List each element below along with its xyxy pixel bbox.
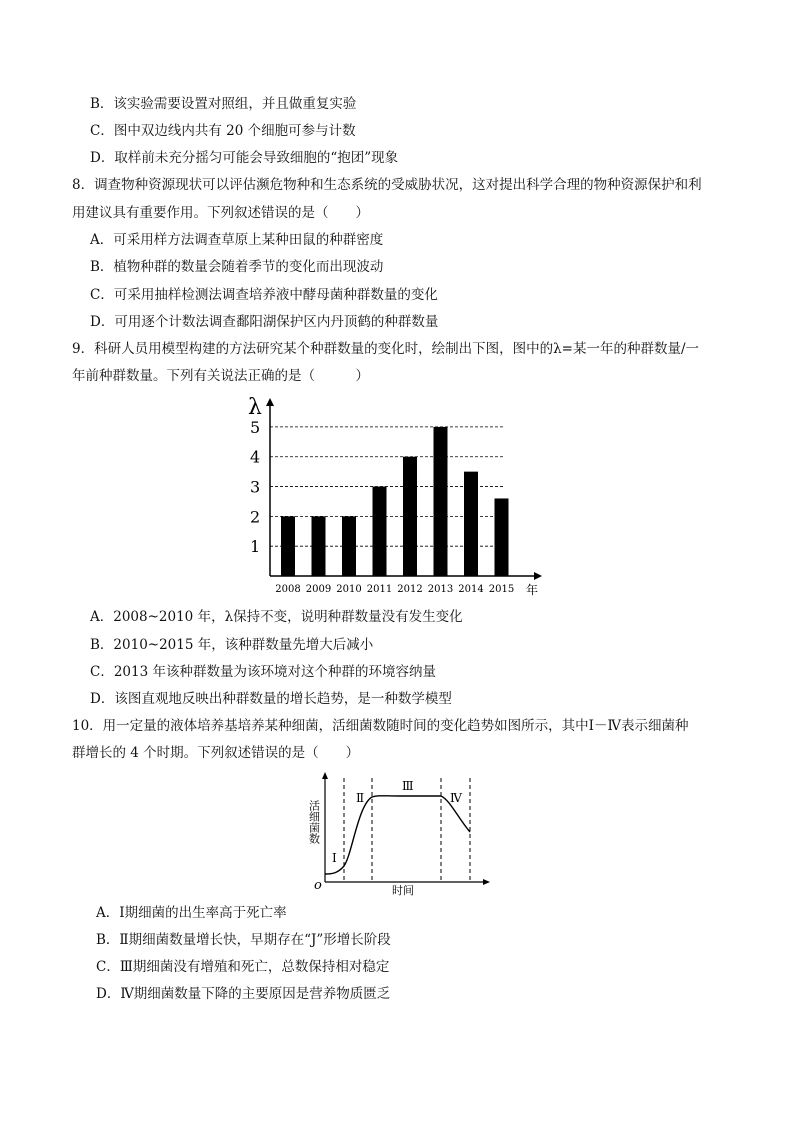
q10-option-a: A．Ⅰ期细菌的出生率高于死亡率	[96, 905, 287, 921]
phase-label-2: Ⅱ	[356, 791, 365, 805]
chart1-x-tick-label: 2010	[336, 584, 362, 595]
chart1-bar	[464, 472, 478, 576]
phase-label-1: Ⅰ	[332, 851, 337, 865]
chart1-x-tick-label: 2011	[366, 584, 393, 595]
chart2-y-axis-label	[308, 800, 321, 845]
chart1-bar	[403, 457, 417, 576]
q8-option-a: A．可采用样方法调查草原上某种田鼠的种群密度	[90, 232, 384, 248]
q10-stem-line2: 群增长的 4 个时期。下列叙述错误的是（ ）	[72, 745, 360, 761]
chart1-y-tick-label: 1	[250, 537, 261, 557]
chart1-bar	[373, 487, 387, 576]
q8-option-c: C．可采用抽样检测法调查培养液中酵母菌种群数量的变化	[90, 287, 438, 303]
q10-stem-line1: 10．用一定量的液体培养基培养某种细菌，活细菌数随时间的变化趋势如图所示，其中Ⅰ－Ⅳ表示细菌种	[72, 718, 689, 734]
chart1-x-axis-label: 年	[526, 583, 539, 597]
q8-option-b: B．植物种群的数量会随着季节的变化而出现波动	[90, 259, 384, 275]
q7-option-b: B．该实验需要设置对照组，并且做重复实验	[90, 96, 357, 112]
chart2-x-axis-label: 时间	[392, 884, 414, 897]
chart1-x-tick-label: 2008	[275, 584, 301, 595]
bacteria-growth-curve	[300, 770, 500, 900]
chart2-y-arrow	[322, 772, 328, 779]
chart1-x-tick-label: 2012	[397, 584, 423, 595]
q10-option-c: C．Ⅲ期细菌没有增殖和死亡，总数保持相对稳定	[96, 959, 390, 975]
chart1-x-tick-label: 2009	[305, 584, 332, 595]
chart1-bar	[495, 498, 509, 576]
phase-label-4: Ⅳ	[450, 791, 462, 805]
q9-option-d: D．该图直观地反映出种群数量的增长趋势，是一种数学模型	[90, 691, 452, 707]
lambda-bar-chart	[240, 392, 560, 602]
q8-stem-line2: 用建议具有重要作用。下列叙述错误的是（ ）	[72, 205, 369, 221]
q8-stem-line1: 8．调查物种资源现状可以评估濒危物种和生态系统的受威胁状况，这对提出科学合理的物种资源保护和利	[72, 177, 702, 193]
chart1-x-tick-label: 2015	[488, 584, 515, 595]
q9-stem-line2: 年前种群数量。下列有关说法正确的是（ ）	[72, 368, 369, 384]
chart1-bar	[342, 516, 356, 576]
chart1-x-tick-label: 2013	[427, 584, 454, 595]
q7-option-d: D．取样前未充分摇匀可能会导致细胞的“抱团”现象	[90, 150, 399, 166]
chart1-bar	[434, 427, 448, 576]
q8-option-d: D．可用逐个计数法调查鄱阳湖保护区内丹顶鹤的种群数量	[90, 314, 439, 330]
chart1-x-tick-label: 2014	[458, 584, 484, 595]
svg-text:活细菌数: 活细菌数	[307, 800, 321, 844]
phase-label-3: Ⅲ	[402, 779, 414, 793]
q9-option-c: C．2013 年该种群数量为该环境对这个种群的环境容纳量	[90, 664, 436, 680]
chart1-y-tick-label: 4	[250, 447, 261, 467]
growth-curve	[325, 796, 470, 874]
q9-stem-line1: 9．科研人员用模型构建的方法研究某个种群数量的变化时，绘制出下图，图中的λ=某一年的种群数量/一	[72, 341, 700, 357]
chart1-y-tick-label: 3	[250, 477, 261, 497]
q7-option-c: C．图中双边线内共有 20 个细胞可参与计数	[90, 123, 356, 139]
chart2-origin-label: o	[314, 878, 322, 893]
chart1-y-axis-label: λ	[248, 395, 262, 420]
q10-option-b: B．Ⅱ期细菌数量增长快，早期存在“J”形增长阶段	[96, 932, 391, 948]
chart1-bar	[312, 516, 326, 576]
chart1-y-arrow	[266, 398, 274, 406]
chart1-x-arrow	[534, 572, 542, 580]
q10-option-d: D．Ⅳ期细菌数量下降的主要原因是营养物质匮乏	[96, 986, 391, 1002]
chart1-y-tick-label: 5	[250, 417, 261, 437]
chart1-bar	[281, 516, 295, 576]
chart1-y-tick-label: 2	[250, 507, 261, 527]
q9-option-b: B．2010~2015 年，该种群数量先增大后减小	[90, 637, 374, 653]
chart2-x-arrow	[483, 879, 490, 885]
q9-option-a: A．2008~2010 年，λ保持不变，说明种群数量没有发生变化	[90, 609, 463, 625]
